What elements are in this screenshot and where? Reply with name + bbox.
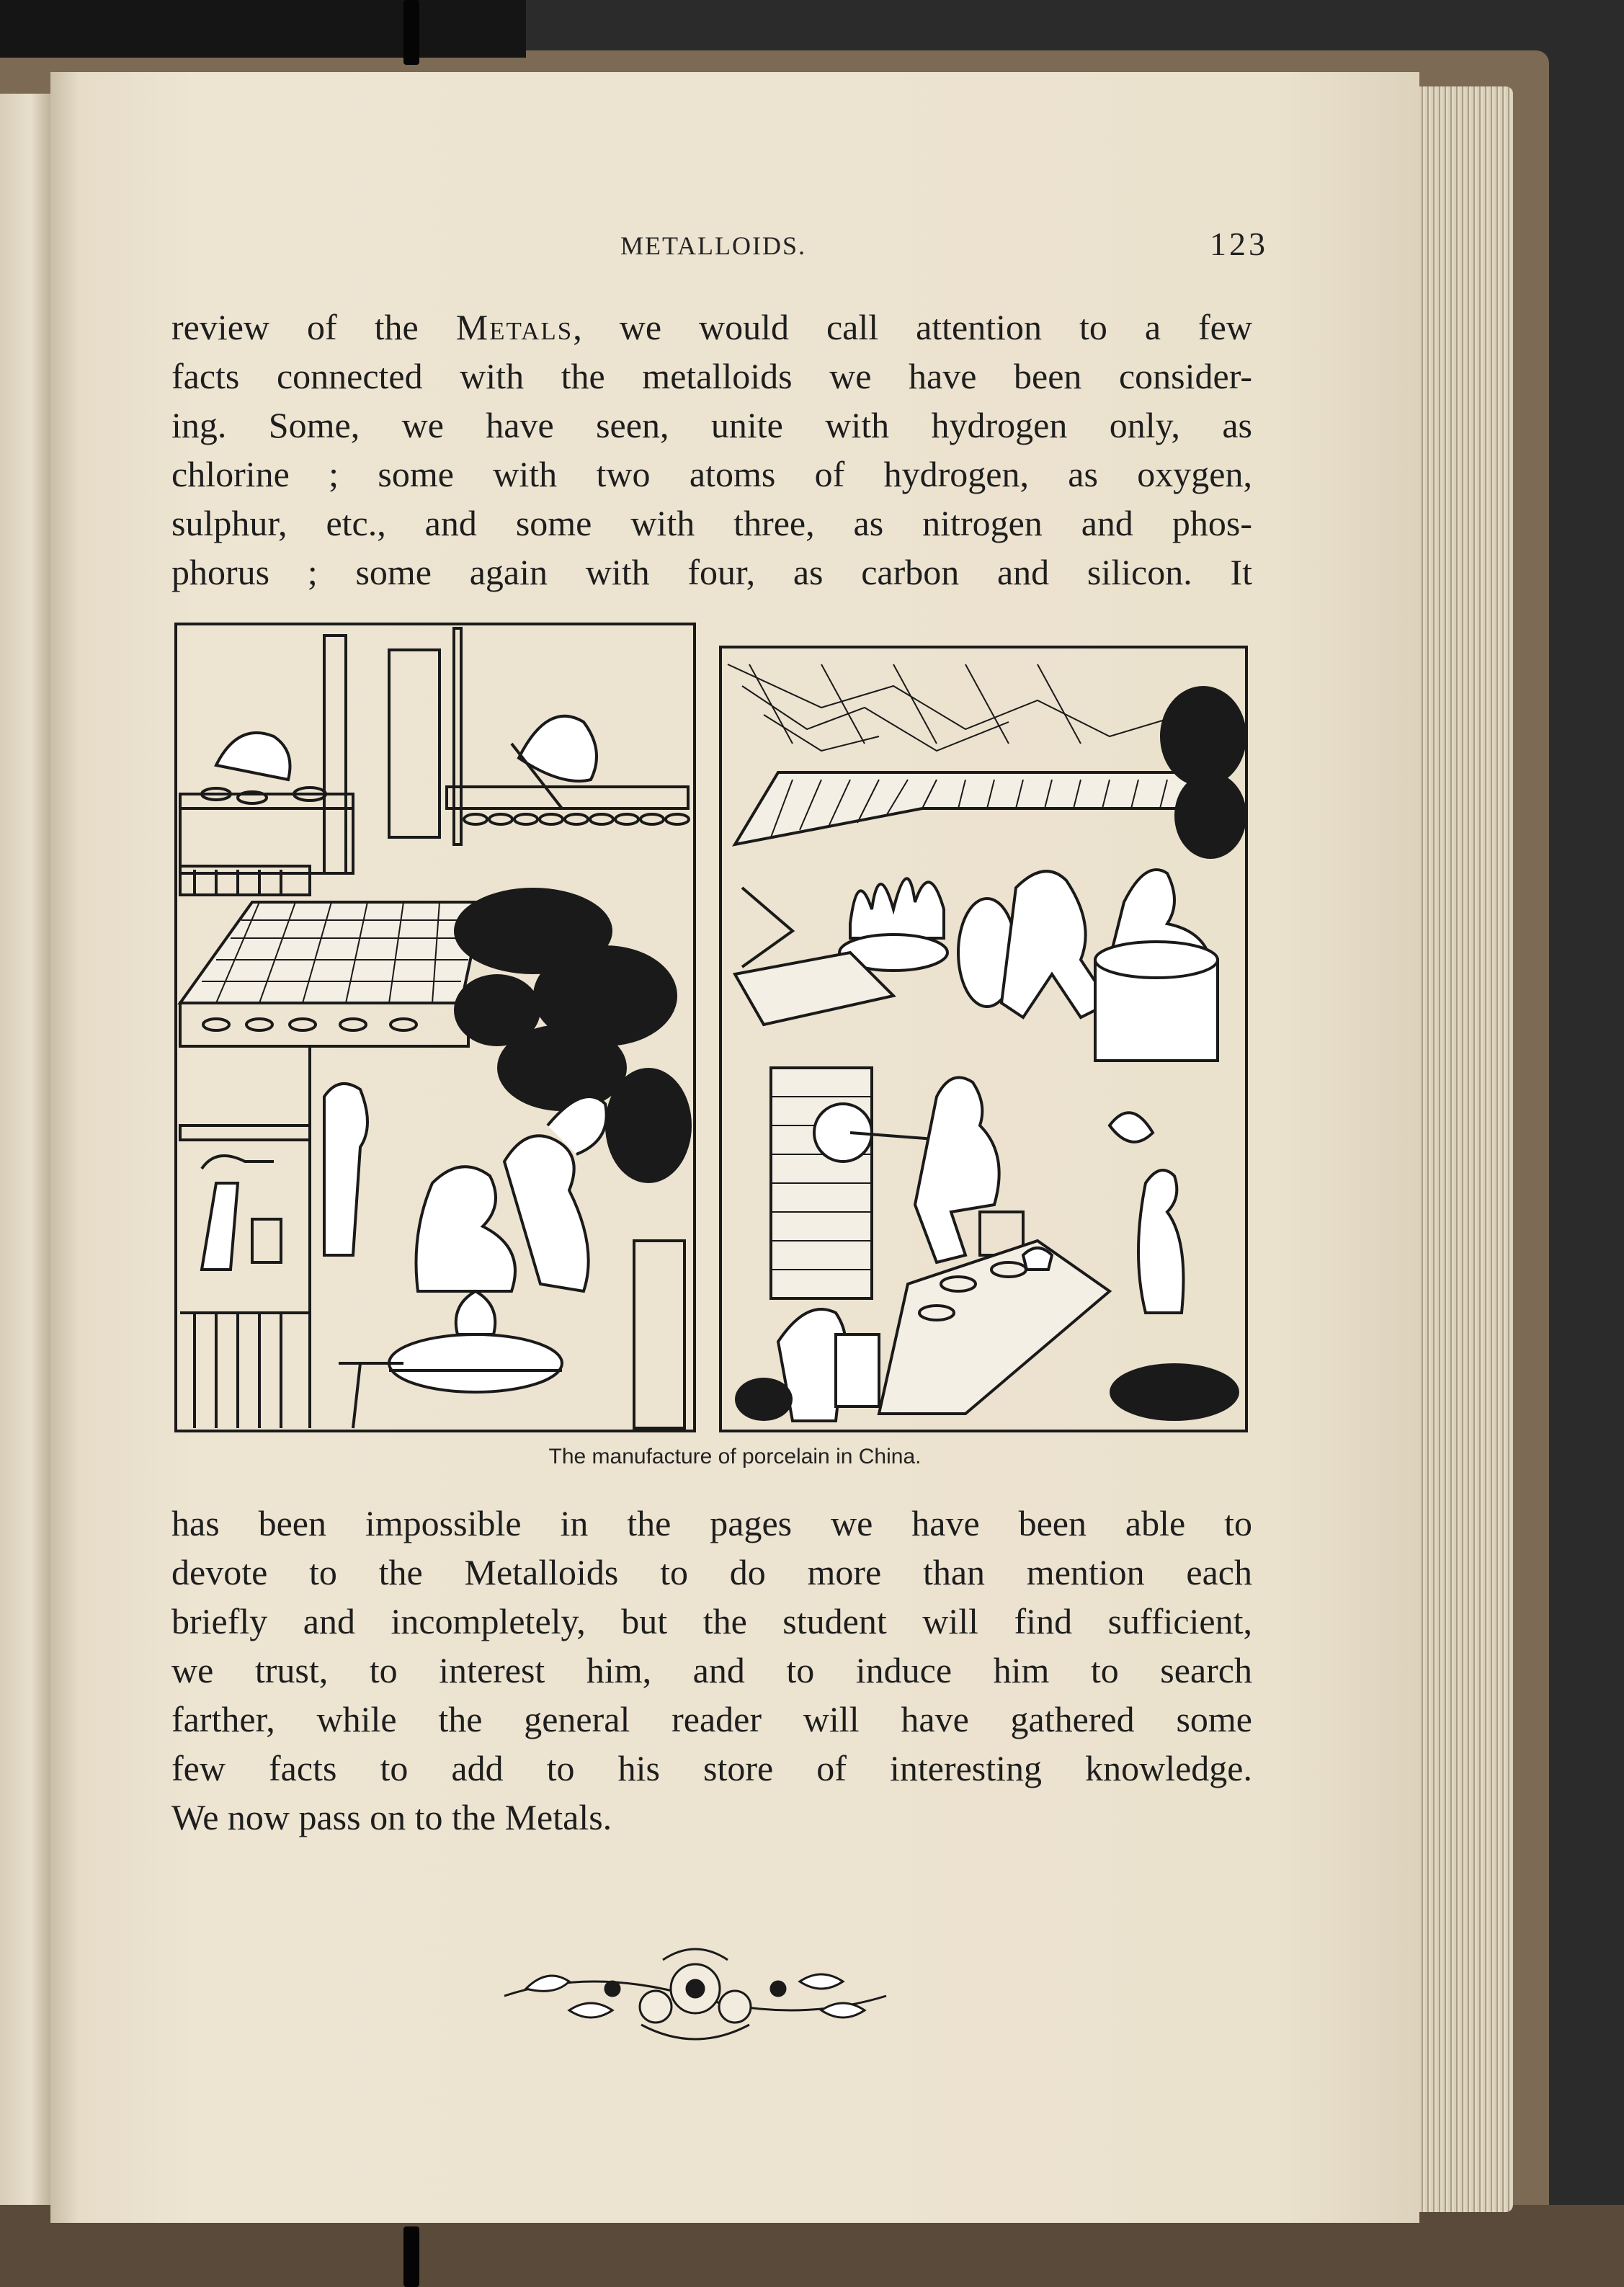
scanner-clamp-bottom bbox=[403, 2226, 419, 2287]
illustration-right-panel bbox=[720, 647, 1246, 1431]
figure-caption: The manufacture of porcelain in China. bbox=[548, 1445, 922, 1468]
text-line: phorus ; some again with four, as carbon and silicon. It bbox=[171, 552, 1252, 592]
body-text-top bbox=[171, 303, 1252, 597]
text-line: chlorine ; some with two atoms of hydrogen, as oxygen, bbox=[171, 454, 1252, 494]
illustration-left-panel bbox=[176, 624, 695, 1431]
text-line: has been impossible in the pages we have been able to bbox=[171, 1503, 1252, 1543]
text-line: sulphur, etc., and some with three, as nitrogen and phos- bbox=[171, 503, 1252, 543]
text-line: ing. Some, we have seen, unite with hydrogen only, as bbox=[171, 405, 1252, 445]
running-head: METALLOIDS. bbox=[620, 231, 807, 260]
body-text-bottom bbox=[171, 1499, 1252, 1842]
text-line: we trust, to interest him, and to induce him to search bbox=[171, 1650, 1252, 1690]
text-line: facts connected with the metalloids we have been consider- bbox=[171, 356, 1252, 396]
text-line: devote to the Metalloids to do more than mention each bbox=[171, 1552, 1252, 1592]
facing-page-edge bbox=[0, 94, 50, 2205]
text-line: We now pass on to the Metals. bbox=[171, 1797, 612, 1837]
text-line: briefly and incompletely, but the student will find sufficient, bbox=[171, 1601, 1252, 1641]
row-of-bowls bbox=[464, 814, 689, 824]
scanner-background bbox=[0, 0, 526, 58]
floral-ornament-icon bbox=[497, 1938, 893, 2054]
page-number: 123 bbox=[1210, 226, 1268, 262]
metals-small-caps: Metals bbox=[455, 307, 574, 347]
porcelain-manufacture-illustration bbox=[173, 621, 1254, 1435]
text-line: farther, while the general reader will have gathered some bbox=[171, 1699, 1252, 1739]
text-line: few facts to add to his store of interesting knowledge. bbox=[171, 1748, 1252, 1788]
scanner-clamp-top bbox=[403, 0, 419, 65]
text-line: review of the Metals, we would call attention to a few bbox=[171, 307, 1252, 347]
